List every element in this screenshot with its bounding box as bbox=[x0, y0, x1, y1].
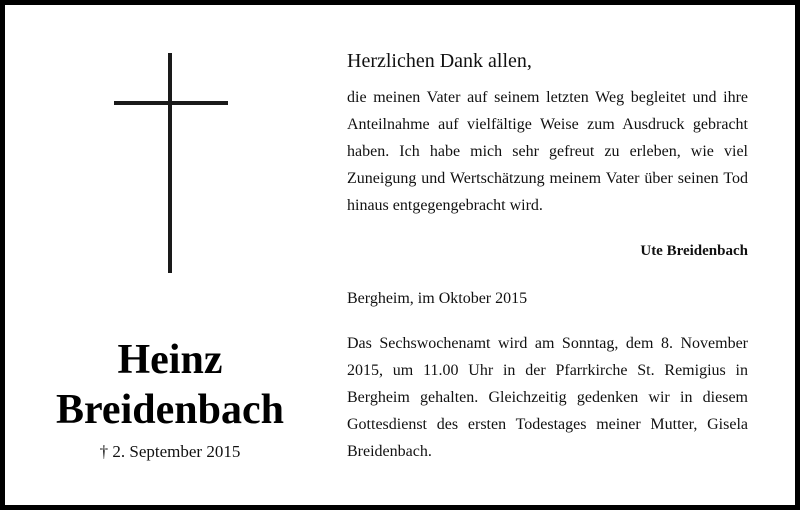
thanks-heading: Herzlichen Dank allen, bbox=[347, 50, 532, 72]
cross-vertical-bar bbox=[168, 53, 172, 273]
service-paragraph: Das Sechswochenamt wird am Sonntag, dem 8. November 2015, um 11.00 Uhr in der Pfarrkirche St. Remigius in Bergheim gehalten. Gleichzeitig gedenken wir in diesem Gottesdienst des ersten Todestages meiner Mutter, Gisela Breidenbach. bbox=[347, 335, 748, 460]
thanks-paragraph: die meinen Vater auf seinem letzten Weg begleitet und ihre Anteilnahme auf vielfältige Weise zum Ausdruck gebracht haben. Ich habe mich sehr gefreut zu erleben, wie viel Zuneigung und Wertschätzung meinem Vater über seinen Tod hinaus entgegengebracht wird. bbox=[347, 89, 748, 214]
place-date: Bergheim, im Oktober 2015 bbox=[347, 290, 528, 307]
cross-horizontal-bar bbox=[114, 101, 228, 105]
death-date: † 2. September 2015 bbox=[99, 442, 241, 461]
signature: Ute Breidenbach bbox=[640, 243, 748, 259]
deceased-last-name: Breidenbach bbox=[56, 387, 284, 433]
deceased-first-name: Heinz bbox=[117, 337, 223, 383]
